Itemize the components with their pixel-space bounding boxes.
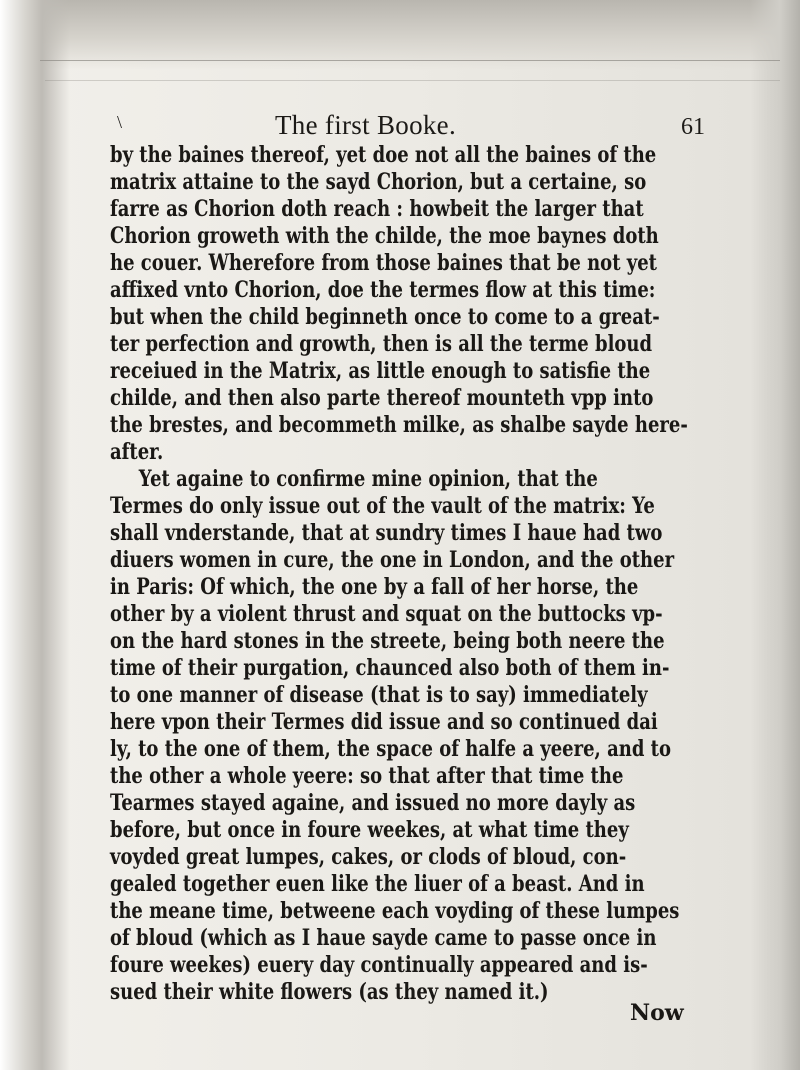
text-line: matrix attaine to the sayd Chorion, but a certaine, so	[110, 169, 647, 195]
text-line: but when the child beginneth once to come to a great-	[110, 304, 660, 330]
text-line: voyded great lumpes, cakes, or clods of bloud, con-	[110, 844, 627, 870]
text-line: the brestes, and becommeth milke, as shalbe sayde here-	[110, 412, 688, 438]
text-line: here vpon their Termes did issue and so continued dai	[110, 709, 658, 735]
text-line: sued their white flowers (as they named it.)	[110, 979, 549, 1005]
text-line: in Paris: Of which, the one by a fall of her horse, the	[110, 574, 639, 600]
text-line: ly, to the one of them, the space of halfe a yeere, and to	[110, 736, 672, 762]
catchword: Now	[630, 1000, 684, 1026]
text-line: to one manner of disease (that is to say) immediately	[110, 682, 648, 708]
text-line: Chorion groweth with the childe, the moe baynes doth	[110, 223, 659, 249]
text-line: time of their purgation, chaunced also both of them in-	[110, 655, 670, 681]
text-line: other by a violent thrust and squat on the buttocks vp-	[110, 601, 663, 627]
text-line: on the hard stones in the streete, being both neere the	[110, 628, 665, 654]
text-line: shall vnderstande, that at sundry times I haue had two	[110, 520, 663, 546]
text-line: gealed together euen like the liuer of a beast. And in	[110, 871, 645, 897]
text-line: before, but once in foure weekes, at what time they	[110, 817, 629, 843]
page-edge-line	[45, 80, 780, 81]
margin-mark: \	[117, 112, 123, 132]
page-edge-line	[40, 60, 780, 61]
running-title: The first Booke.	[275, 110, 457, 140]
text-line: diuers women in cure, the one in London, and the other	[110, 547, 675, 573]
text-line: receiued in the Matrix, as little enough to satisfie the	[110, 358, 651, 384]
text-line: ter perfection and growth, then is all the terme bloud	[110, 331, 653, 357]
text-line: after.	[110, 439, 164, 465]
text-line: affixed vnto Chorion, doe the termes flow at this time:	[110, 277, 656, 303]
text-line: Termes do only issue out of the vault of the matrix: Ye	[110, 493, 655, 519]
page-shadow-left	[0, 0, 70, 1070]
text-line: Yet againe to confirme mine opinion, that the	[138, 466, 598, 492]
page-number: 61	[681, 114, 705, 140]
page-header	[105, 110, 705, 142]
text-line: of bloud (which as I haue sayde came to passe once in	[110, 925, 657, 951]
text-line: farre as Chorion doth reach : howbeit the larger that	[110, 196, 644, 222]
text-line: Tearmes stayed againe, and issued no more dayly as	[110, 790, 636, 816]
text-line: by the baines thereof, yet doe not all the baines of the	[110, 142, 657, 168]
page-shadow-right	[750, 0, 800, 1070]
text-line: childe, and then also parte thereof mounteth vpp into	[110, 385, 654, 411]
text-line: he couer. Wherefore from those baines that be not yet	[110, 250, 657, 276]
text-line: the meane time, betweene each voyding of these lumpes	[110, 898, 680, 924]
text-line: the other a whole yeere: so that after that time the	[110, 763, 624, 789]
text-line: foure weekes) euery day continually appeared and is-	[110, 952, 648, 978]
